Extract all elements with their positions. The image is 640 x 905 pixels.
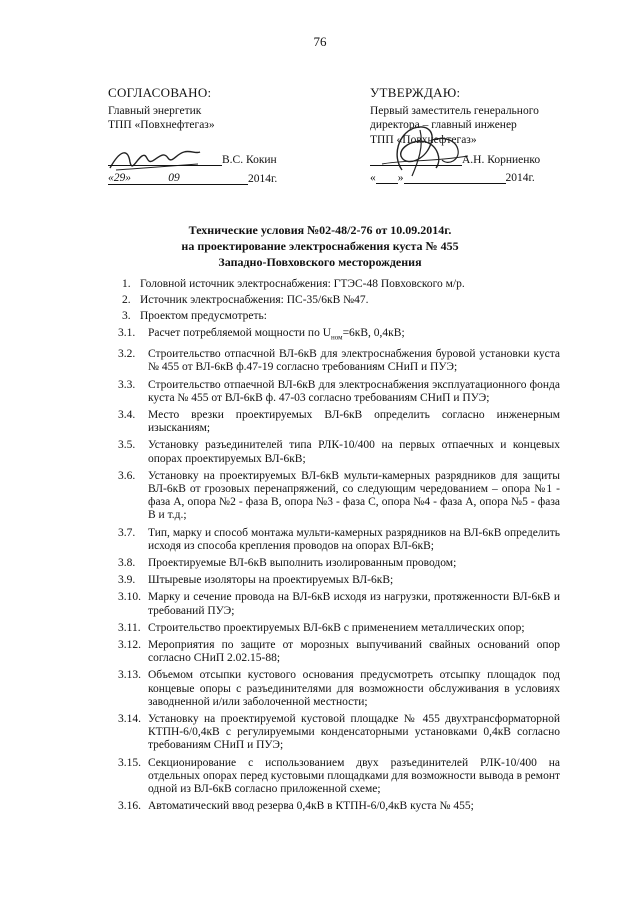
list-item (118, 757, 560, 797)
item-number: 3.5. (118, 439, 136, 452)
list-item (118, 470, 560, 523)
approved-position-line2: директора – главный инженер (370, 119, 517, 131)
item-text: Головной источник электроснабжения: ГТЭС-48 Повховского м/р. (140, 278, 465, 290)
conditions-list (118, 278, 560, 817)
item-text: Источник электроснабжения: ПС-35/6кВ №47. (140, 294, 369, 307)
approved-organization: ТПП «Повхнефтегаз» (370, 133, 477, 146)
title-line-1: Технические условия №02-48/2-76 от 10.09.2014г. (188, 223, 452, 237)
item-text: Секционирование с использованием двух разъединителей РЛК-10/400 на отдельных опорах перед кустовыми площадками для возможности вывода в ремонт одной из ВЛ-6кВ согласно приложенной схеме; (148, 756, 560, 795)
item-number: 3.9. (118, 574, 136, 587)
list-item (118, 379, 560, 405)
item-number: 3.10. (118, 591, 141, 604)
agreed-date-year: 2014г. (248, 173, 278, 185)
item-text: Автоматический ввод резерва 0,4кВ в КТПН-6/0,4кВ куста № 455; (148, 800, 474, 813)
list-item (118, 278, 560, 291)
item-text: Строительство отпасчной ВЛ-6кВ для электроснабжения буровой установки куста № 455 от ВЛ-6кВ ф.47-19 согласно требованиям СНиП и ПУЭ; (148, 348, 560, 374)
approved-heading: УТВЕРЖДАЮ: (370, 85, 461, 100)
approved-date-close: » (397, 172, 404, 184)
item-number: 3.11. (118, 621, 141, 634)
item-number: 3.7. (118, 526, 136, 539)
item-text: Установку на проектируемой кустовой площадке № 455 двухтрансформаторной КТПН-6/0,4кВ с регулируемыми конденсаторными установками 0,4кВ согласно требованиям СНиП и ПУЭ; (148, 712, 560, 752)
title-line-2: на проектирование электроснабжения куста № 455 (181, 239, 459, 253)
item-number: 3.1. (118, 326, 136, 339)
list-item (118, 557, 560, 570)
agreed-date-day: «29» (108, 172, 144, 185)
list-item (118, 639, 560, 665)
item-number: 3. (122, 310, 131, 323)
item-text: Установку разъединителей типа РЛК-10/400 на первых отпаечных и концевых опорах проектируемых ВЛ-6кВ; (148, 439, 560, 465)
item-text: Строительство отпаечной ВЛ-6кВ для электроснабжения эксплуатационного фонда куста № 455 от ВЛ-6кВ ф. 47-03 согласно требованиям СНиП и ПУЭ; (148, 378, 560, 404)
agreed-signer-name: В.С. Кокин (222, 154, 277, 166)
approved-date-open: « (370, 172, 376, 184)
agreed-position: Главный энергетик (108, 104, 202, 117)
item-text: Штыревые изоляторы на проектируемых ВЛ-6кВ; (148, 574, 394, 587)
item-number: 3.15. (118, 756, 141, 769)
list-item (118, 622, 560, 635)
approved-signer-name: А.Н. Корниенко (462, 154, 541, 166)
agreed-block (108, 86, 284, 133)
item-number: 3.13. (118, 669, 141, 682)
item-number: 3.16. (118, 800, 141, 813)
item-number: 1. (122, 278, 131, 290)
item-text: Проектом предусмотреть: (140, 310, 267, 323)
list-item (118, 310, 560, 323)
agreed-date-month: 09 (144, 172, 204, 185)
item-text: Марку и сечение провода на ВЛ-6кВ исходя из нагрузки, протяженности ВЛ-6кВ и требований ПУЭ; (148, 591, 560, 617)
item-number: 3.14. (118, 712, 141, 725)
document-title (0, 222, 640, 270)
item-text: Объемом отсыпки кустового основания предусмотреть отсыпку площадок под концевые опоры с разъединителями для возможности обслуживания в условиях заводненной и/или заболоченной местности; (148, 669, 560, 708)
title-line-3: Западно-Повховского месторождения (218, 255, 422, 269)
item-subscript: ном (331, 332, 343, 341)
approved-position-line1: Первый заместитель генерального (370, 104, 539, 117)
item-text-continued: =6кВ, 0,4кВ; (342, 326, 405, 339)
item-text: Установку на проектируемых ВЛ-6кВ мульти-камерных разрядников для защиты ВЛ-6кВ от грозовых перенапряжений, со следующим чередованием – опора №1 - фаза А, опора №2 - фаза В, опора №3 - фаза С, опора №4 - фаза А, опора №5 - фаза В и т.д.; (148, 469, 560, 522)
list-item (118, 348, 560, 374)
agreed-organization: ТПП «Повхнефтегаз» (108, 119, 215, 131)
list-item (118, 409, 560, 435)
approved-signature-line (370, 154, 540, 166)
item-text: Место врезки проектируемых ВЛ-6кВ определить согласно инженерным изысканиям; (148, 408, 560, 435)
approved-date-line (370, 172, 535, 184)
list-item (118, 294, 560, 307)
list-item (118, 574, 560, 587)
item-number: 2. (122, 294, 131, 307)
item-text: Мероприятия по защите от морозных выпучиваний свайных оснований опор согласно СНиП 2.02.15-88; (148, 638, 560, 665)
page-number: 76 (313, 34, 327, 49)
item-number: 3.8. (118, 556, 136, 569)
item-text: Проектируемые ВЛ-6кВ выполнить изолированным проводом; (148, 556, 457, 569)
item-number: 3.6. (118, 469, 136, 482)
item-number: 3.12. (118, 638, 141, 651)
item-text: Строительство проектируемых ВЛ-6кВ с применением металлических опор; (148, 621, 525, 634)
item-number: 3.3. (118, 378, 136, 391)
approved-date-year: 2014г. (505, 172, 535, 184)
list-item (118, 439, 560, 465)
list-item (118, 527, 560, 553)
agreed-date-line (108, 172, 277, 185)
list-item (118, 669, 560, 709)
list-item (118, 713, 560, 753)
list-item (118, 327, 560, 345)
item-number: 3.4. (118, 408, 136, 421)
agreed-heading: СОГЛАСОВАНО: (108, 85, 212, 100)
list-item (118, 591, 560, 617)
list-item (118, 800, 560, 813)
agreed-signature-line (108, 154, 277, 166)
item-text: Расчет потребляемой мощности по U (148, 326, 332, 339)
item-text: Тип, марку и способ монтажа мульти-камерных разрядников на ВЛ-6кВ определить исходя из способа крепления проводов на опорах ВЛ-6кВ; (148, 526, 560, 552)
item-number: 3.2. (118, 348, 136, 361)
